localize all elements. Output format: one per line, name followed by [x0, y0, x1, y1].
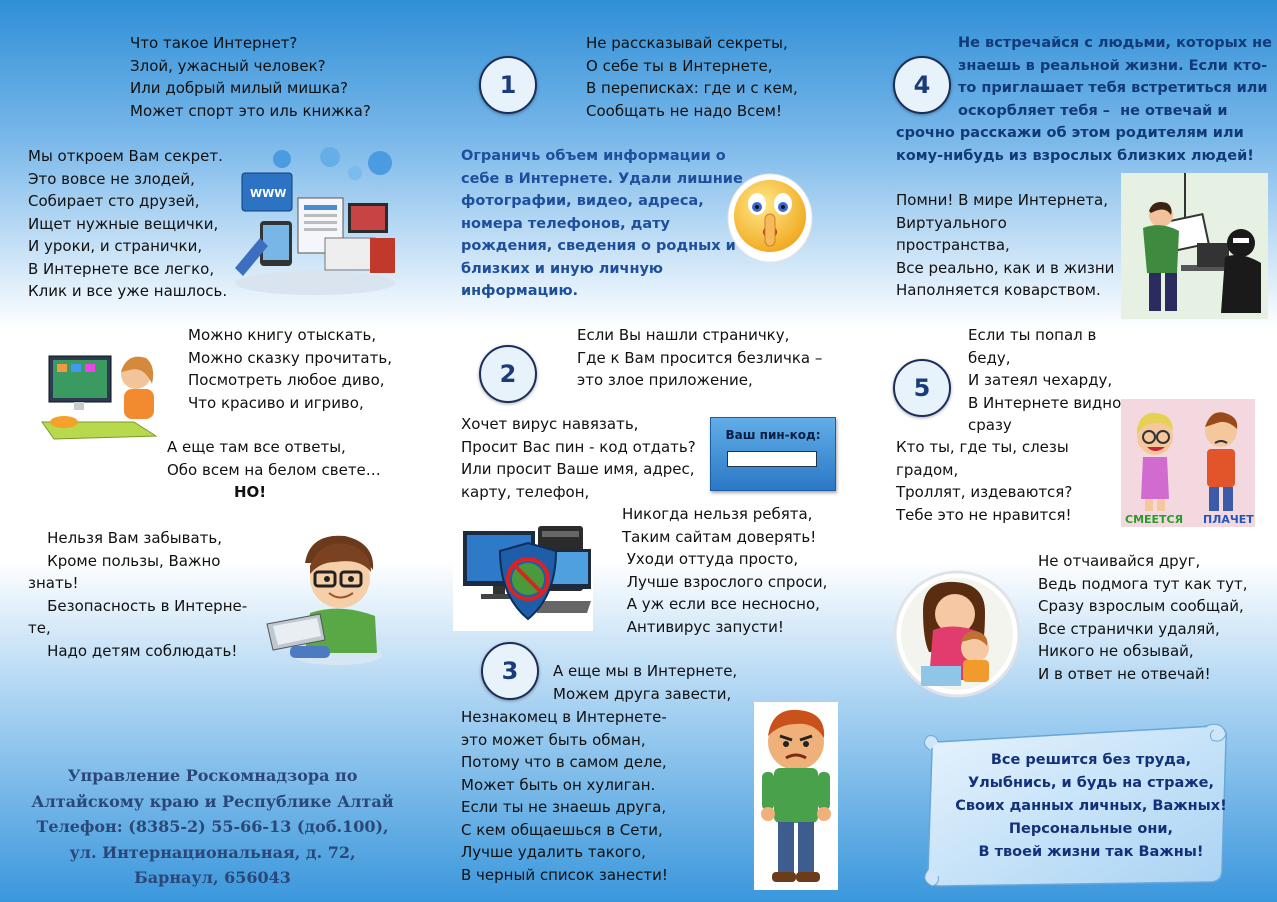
- rule4-tip: [896, 32, 1272, 167]
- poem-secret: [28, 145, 227, 303]
- text-line: Если Вы нашли страничку,: [577, 326, 790, 344]
- poem-intro: [130, 32, 371, 122]
- shushing-emoji-icon: [726, 166, 814, 264]
- poem-despair: [1038, 550, 1248, 685]
- text-line: С кем общаешься в Сети,: [461, 820, 663, 839]
- text-line: Барнаул, 656043: [134, 868, 291, 887]
- cry-label: ПЛАЧЕТ: [1203, 513, 1254, 526]
- text-line: Просит Вас пин - код отдать?: [461, 437, 696, 456]
- text-line: рождения, сведения о родных и: [461, 238, 736, 254]
- text-line: Мы откроем Вам секрет.: [28, 147, 223, 165]
- text-line: близких и иную личную: [461, 260, 664, 277]
- text-line: Тебе это не нравится!: [896, 505, 1072, 524]
- poem-but: НО!: [234, 483, 267, 501]
- text-line: Таким сайтам доверять!: [622, 527, 817, 546]
- pin-code-box: [710, 417, 836, 491]
- pin-code-field[interactable]: [727, 451, 817, 467]
- text-line: Что такое Интернет?: [130, 34, 298, 52]
- cloud-devices-collage: [230, 143, 400, 298]
- rule2-number-badge: 2: [479, 345, 537, 403]
- rule1-poem: [586, 32, 798, 122]
- text-line: Хочет вирус навязать,: [461, 415, 639, 433]
- text-line: Лучше удалить такого,: [461, 843, 646, 861]
- text-line: знаешь в реальной жизни. Если кто-: [958, 57, 1268, 74]
- text-line: Или просит Ваше имя, адрес,: [461, 460, 695, 478]
- rule4-poem: [896, 189, 1114, 302]
- text-line: Не встречайся с людьми, которых не: [958, 35, 1272, 51]
- rule2-poem-never: [622, 503, 827, 638]
- text-line: градом,: [896, 460, 959, 479]
- text-line: Обо всем на белом свете…: [167, 460, 381, 479]
- text-line: Где к Вам просится безличка –: [577, 348, 823, 367]
- text-line: срочно расскажи об этом родителям или: [896, 125, 1244, 141]
- text-line: то приглашает тебя встретиться или: [958, 80, 1268, 96]
- text-line: Можем друга завести,: [553, 684, 732, 703]
- hacker-at-computer: [1121, 173, 1268, 319]
- text-line: Это вовсе не злодей,: [28, 169, 195, 188]
- text-line: Нельзя Вам забывать,: [28, 529, 222, 547]
- text-line: Кто ты, где ты, слезы: [896, 438, 1069, 456]
- text-line: И уроки, и странички,: [28, 237, 203, 255]
- text-line: В черный список занести!: [461, 865, 668, 884]
- rule3-poem: [461, 706, 668, 886]
- text-line: Алтайскому краю и Республике Алтай: [31, 791, 394, 811]
- child-at-computer: [24, 344, 164, 444]
- text-line: О себе ты в Интернете,: [586, 56, 773, 75]
- text-line: знать!: [28, 574, 79, 592]
- poem-book: [188, 324, 392, 414]
- text-line: Может быть он хулиган.: [461, 775, 656, 794]
- text-line: Персональные они,: [1008, 821, 1174, 837]
- text-line: В переписках: где и с кем,: [586, 79, 798, 97]
- text-line: Антивирус запусти!: [622, 617, 784, 636]
- text-line: Лучше взрослого спроси,: [622, 572, 828, 591]
- svg-text:WWW: WWW: [250, 187, 287, 200]
- text-line: Ищет нужные вещички,: [28, 214, 219, 233]
- rule5-number-badge: 5: [893, 359, 951, 417]
- text-line: В Интернете все легко,: [28, 259, 215, 278]
- text-line: оскорбляет тебя – не отвечай и: [958, 102, 1228, 119]
- text-line: Потому что в самом деле,: [461, 753, 667, 771]
- text-line: Не отчаивайся друг,: [1038, 552, 1201, 570]
- angry-boy: [754, 702, 838, 890]
- contacts-block: [20, 763, 405, 891]
- rule2-poem: [577, 324, 822, 392]
- text-line: те,: [28, 619, 51, 637]
- text-line: Сообщать не надо Всем!: [586, 101, 782, 120]
- text-line: себе в Интернете. Удали лишние: [461, 170, 743, 187]
- poem-answers: [167, 436, 381, 481]
- mother-with-child: [893, 570, 1021, 698]
- text-line: Помни! В мире Интернета,: [896, 191, 1108, 209]
- text-line: это может быть обман,: [461, 730, 646, 749]
- pin-code-label: Ваш пин-код:: [725, 428, 821, 442]
- text-line: Ограничь объем информации о: [461, 148, 726, 164]
- text-line: Все реально, как и в жизни: [896, 258, 1115, 277]
- text-line: И затеял чехарду,: [968, 371, 1113, 389]
- text-line: Клик и все уже нашлось.: [28, 282, 228, 300]
- text-line: Злой, ужасный человек?: [130, 56, 326, 75]
- text-line: Все решится без труда,: [990, 752, 1192, 768]
- text-line: Управление Роскомнадзора по: [67, 766, 358, 785]
- text-line: Сразу взрослым сообщай,: [1038, 597, 1244, 615]
- text-line: А еще мы в Интернете,: [553, 662, 738, 680]
- text-line: Никогда нельзя ребята,: [622, 505, 813, 523]
- text-line: Никого не обзывай,: [1038, 642, 1194, 660]
- rule5-poem-b: [896, 436, 1072, 526]
- antivirus-shield-computers: [453, 521, 593, 631]
- boy-with-tablet: [265, 528, 383, 668]
- laughing-crying-kids: [1121, 399, 1255, 527]
- text-line: беду,: [968, 348, 1011, 367]
- scroll-text: [946, 749, 1236, 864]
- text-line: А уж если все несносно,: [622, 595, 820, 613]
- text-line: ул. Интернациональная, д. 72,: [69, 842, 356, 862]
- text-line: Все странички удаляй,: [1038, 619, 1220, 638]
- rule3-number-badge: 3: [481, 642, 539, 700]
- text-line: Виртуального: [896, 213, 1007, 232]
- text-line: Можно книгу отыскать,: [188, 326, 377, 344]
- text-line: Троллят, издеваются?: [896, 483, 1073, 501]
- rule5-poem-a: [968, 324, 1121, 437]
- text-line: Собирает сто друзей,: [28, 192, 200, 210]
- text-line: Не рассказывай секреты,: [586, 34, 788, 52]
- text-line: Или добрый милый мишка?: [130, 79, 349, 97]
- rule1-number-badge: 1: [479, 56, 537, 114]
- text-line: Можно сказку прочитать,: [188, 348, 392, 367]
- text-line: Что красиво и игриво,: [188, 393, 364, 412]
- text-line: Безопасность в Интерне-: [28, 596, 248, 615]
- text-line: Посмотреть любое диво,: [188, 371, 385, 389]
- text-line: Улыбнись, и будь на страже,: [967, 775, 1215, 791]
- rule4-number-badge: 4: [893, 56, 951, 114]
- poem-safety: [28, 527, 247, 662]
- text-line: пространства,: [896, 236, 1010, 254]
- rule3-poem-intro: [553, 660, 737, 705]
- text-line: Телефон: (8385-2) 55-66-13 (доб.100),: [36, 817, 389, 836]
- text-line: Может спорт это иль книжка?: [130, 101, 371, 120]
- text-line: Ведь подмога тут как тут,: [1038, 574, 1248, 593]
- text-line: это злое приложение,: [577, 371, 753, 389]
- text-line: карту, телефон,: [461, 482, 590, 501]
- text-line: А еще там все ответы,: [167, 438, 346, 456]
- text-line: кому-нибудь из взрослых близких людей!: [896, 147, 1254, 164]
- text-line: Кроме пользы, Важно: [28, 551, 221, 570]
- text-line: Своих данных личных, Важных!: [955, 798, 1227, 814]
- text-line: фотографии, видео, адреса,: [461, 193, 704, 209]
- text-line: И в ответ не отвечай!: [1038, 664, 1211, 683]
- text-line: сразу: [968, 416, 1012, 434]
- text-line: Уходи оттуда просто,: [622, 550, 799, 568]
- text-line: номера телефонов, дату: [461, 215, 670, 232]
- laugh-label: СМЕЕТСЯ: [1125, 513, 1184, 526]
- text-line: Наполняется коварством.: [896, 281, 1101, 299]
- rule1-tip: [461, 145, 743, 303]
- text-line: Надо детям соблюдать!: [28, 641, 238, 660]
- text-line: Если ты попал в: [968, 326, 1097, 344]
- text-line: В твоей жизни так Важны!: [978, 844, 1204, 860]
- text-line: В Интернете видно: [968, 393, 1122, 412]
- text-line: информацию.: [461, 283, 579, 299]
- text-line: Если ты не знаешь друга,: [461, 798, 667, 816]
- rule2-poem-virus: [461, 413, 696, 503]
- text-line: Незнакомец в Интернете-: [461, 708, 667, 726]
